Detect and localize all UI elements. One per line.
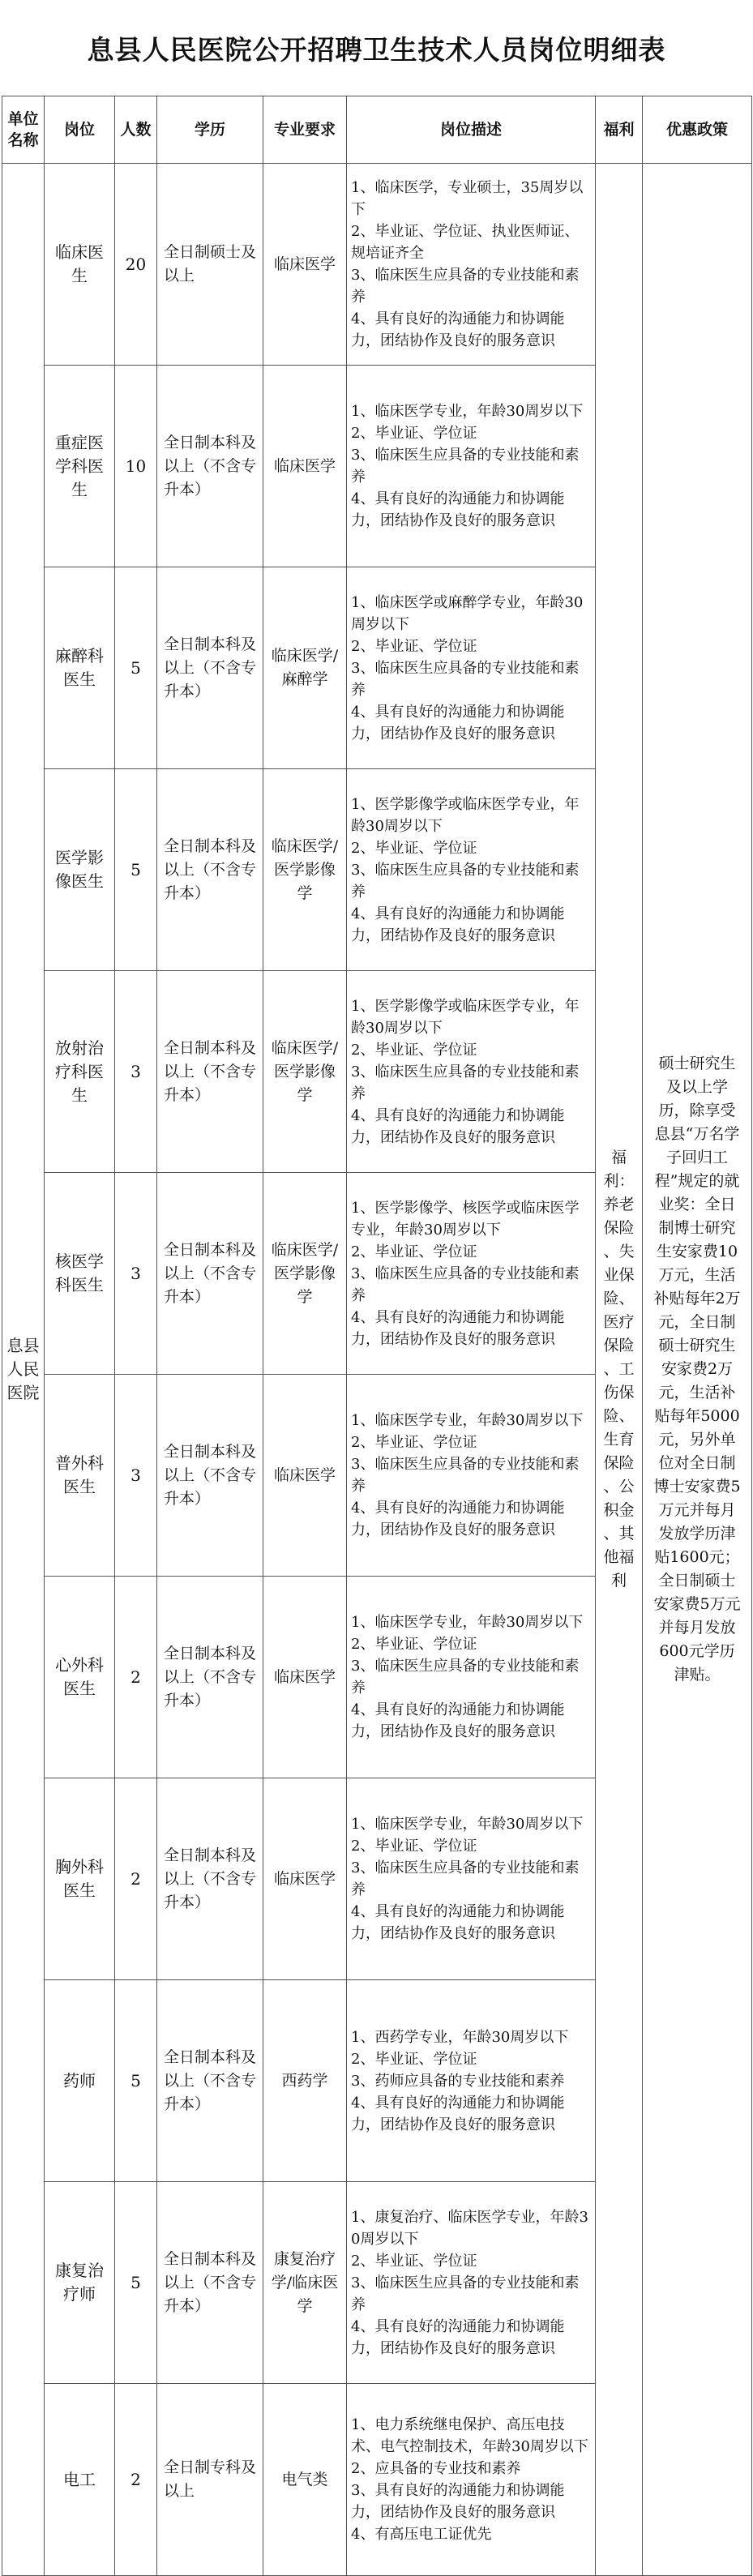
description-line: 4、具有良好的沟通能力和协调能力，团结协作及良好的服务意识 bbox=[351, 2317, 565, 2357]
education-cell: 全日制本科及以上（不含专升本） bbox=[157, 1980, 263, 2182]
description-line: 2、毕业证、学位证 bbox=[351, 1434, 477, 1451]
description-line: 1、临床医学专业，年龄30周岁以下 bbox=[351, 403, 584, 420]
major-cell: 临床医学 bbox=[263, 1375, 347, 1577]
description-line: 1、医学影像学或临床医学专业，年龄30周岁以下 bbox=[351, 997, 580, 1037]
description-line: 2、毕业证、学位证 bbox=[351, 1838, 477, 1855]
header-position: 岗位 bbox=[45, 96, 115, 164]
description-line: 1、康复治疗、临床医学专业，年龄30周岁以下 bbox=[351, 2208, 588, 2248]
header-description: 岗位描述 bbox=[347, 96, 596, 164]
description-line: 3、临床医生应具备的专业技能和素养 bbox=[351, 267, 580, 306]
major-cell: 临床医学/医学影像学 bbox=[263, 971, 347, 1173]
headcount-cell: 2 bbox=[115, 1577, 157, 1778]
description-line: 2、毕业证、学位证 bbox=[351, 839, 477, 857]
education-cell: 全日制本科及以上（不含专升本） bbox=[157, 769, 263, 971]
description-cell bbox=[347, 164, 596, 366]
position-name-cell: 药师 bbox=[45, 1980, 115, 2182]
headcount-cell: 3 bbox=[115, 1375, 157, 1577]
description-cell bbox=[347, 1778, 596, 1980]
description-line: 4、具有良好的沟通能力和协调能力，团结协作及良好的服务意识 bbox=[351, 1500, 565, 1538]
major-cell: 临床医学 bbox=[263, 1778, 347, 1980]
education-cell: 全日制本科及以上（不含专升本） bbox=[157, 1375, 263, 1577]
description-line: 4、具有良好的沟通能力和协调能力，团结协作及良好的服务意识 bbox=[351, 1308, 565, 1348]
description-line: 4、具有良好的沟通能力和协调能力，团结协作及良好的服务意识 bbox=[351, 1106, 565, 1146]
description-line: 4、具有良好的沟通能力和协调能力，团结协作及良好的服务意识 bbox=[351, 703, 565, 742]
description-line: 2、毕业证、学位证 bbox=[351, 637, 477, 655]
position-name-cell: 心外科 医生 bbox=[45, 1577, 115, 1778]
headcount-cell: 2 bbox=[115, 1778, 157, 1980]
description-line: 3、临床医生应具备的专业技能和素养 bbox=[351, 861, 580, 901]
position-name-cell: 核医学 科医生 bbox=[45, 1173, 115, 1375]
description-line: 3、临床医生应具备的专业技能和素养 bbox=[351, 1456, 580, 1495]
education-cell: 全日制本科及以上（不含专升本） bbox=[157, 1173, 263, 1375]
position-name-cell: 普外科 医生 bbox=[45, 1375, 115, 1577]
education-cell: 全日制专科及以上 bbox=[157, 2384, 263, 2576]
position-name-cell: 重症医 学科医 生 bbox=[45, 366, 115, 567]
position-name-cell: 电工 bbox=[45, 2384, 115, 2576]
description-line: 4、具有良好的沟通能力和协调能力，团结协作及良好的服务意识 bbox=[351, 310, 565, 349]
description-line: 3、临床医生应具备的专业技能和素养 bbox=[351, 447, 580, 486]
description-line: 2、毕业证、学位证 bbox=[351, 1041, 477, 1059]
position-name-cell: 麻醉科 医生 bbox=[45, 567, 115, 769]
description-line: 4、具有良好的沟通能力和协调能力，团结协作及良好的服务意识 bbox=[351, 1903, 565, 1942]
description-line: 4、具有良好的沟通能力和协调能力，团结协作及良好的服务意识 bbox=[351, 2094, 565, 2133]
description-cell bbox=[347, 2384, 596, 2576]
major-cell: 西药学 bbox=[263, 1980, 347, 2182]
header-education: 学历 bbox=[157, 96, 263, 164]
headcount-cell: 3 bbox=[115, 1173, 157, 1375]
major-cell: 临床医学/麻醉学 bbox=[263, 567, 347, 769]
headcount-cell: 3 bbox=[115, 971, 157, 1173]
description-cell bbox=[347, 366, 596, 567]
position-name-cell: 康复治 疗师 bbox=[45, 2182, 115, 2384]
headcount-cell: 20 bbox=[115, 164, 157, 366]
description-cell bbox=[347, 971, 596, 1173]
position-name-cell: 放射治 疗科医 生 bbox=[45, 971, 115, 1173]
headcount-cell: 5 bbox=[115, 567, 157, 769]
description-cell bbox=[347, 769, 596, 971]
education-cell: 全日制本科及以上（不含专升本） bbox=[157, 1778, 263, 1980]
major-cell: 电气类 bbox=[263, 2384, 347, 2576]
description-line: 3、临床医生应具备的专业技能和素养 bbox=[351, 659, 580, 699]
description-line: 2、毕业证、学位证 bbox=[351, 2252, 477, 2270]
description-line: 3、具有良好的沟通能力和协调能力，团结协作及良好的服务意识 bbox=[351, 2482, 565, 2521]
welfare-cell: 福 利： 养老 保险 、失 业保 险、 医疗 保险 、工 伤保 险、 生育 保险 、公 积金 、其 他福 利 bbox=[596, 164, 643, 2576]
education-cell: 全日制本科及以上（不含专升本） bbox=[157, 2182, 263, 2384]
header-count: 人数 bbox=[115, 96, 157, 164]
header-major: 专业要求 bbox=[263, 96, 347, 164]
description-cell bbox=[347, 567, 596, 769]
education-cell: 全日制本科及以上（不含专升本） bbox=[157, 1577, 263, 1778]
headcount-cell: 10 bbox=[115, 366, 157, 567]
description-line: 1、临床医学，专业硕士，35周岁以下 bbox=[351, 179, 584, 218]
header-policy: 优惠政策 bbox=[643, 96, 752, 164]
description-cell bbox=[347, 1980, 596, 2182]
position-name-cell: 胸外科 医生 bbox=[45, 1778, 115, 1980]
description-line: 1、临床医学或麻醉学专业，年龄30周岁以下 bbox=[351, 593, 584, 633]
major-cell: 康复治疗学/临床医学 bbox=[263, 2182, 347, 2384]
description-line: 4、具有良好的沟通能力和协调能力，团结协作及良好的服务意识 bbox=[351, 905, 565, 944]
description-line: 1、医学影像学、核医学或临床医学专业，年龄30周岁以下 bbox=[351, 1199, 580, 1239]
header-welfare: 福利 bbox=[596, 96, 643, 164]
description-cell bbox=[347, 2182, 596, 2384]
description-line: 3、临床医生应具备的专业技能和素养 bbox=[351, 1264, 580, 1304]
headcount-cell: 5 bbox=[115, 769, 157, 971]
table-row bbox=[2, 164, 752, 366]
description-line: 3、临床医生应具备的专业技能和素养 bbox=[351, 2274, 580, 2313]
description-line: 2、毕业证、学位证 bbox=[351, 425, 477, 442]
description-line: 1、西药学专业，年龄30周岁以下 bbox=[351, 2028, 569, 2046]
header-unit: 单位 名称 bbox=[2, 96, 45, 164]
description-line: 4、有高压电工证优先 bbox=[351, 2526, 492, 2543]
description-line: 3、药师应具备的专业技能和素养 bbox=[351, 2072, 565, 2090]
position-name-cell: 医学影 像医生 bbox=[45, 769, 115, 971]
description-line: 1、临床医学专业，年龄30周岁以下 bbox=[351, 1816, 584, 1833]
description-line: 2、应具备的专业技和素养 bbox=[351, 2460, 521, 2477]
position-name-cell: 临床医 生 bbox=[45, 164, 115, 366]
description-line: 1、医学影像学或临床医学专业，年龄30周岁以下 bbox=[351, 795, 580, 835]
headcount-cell: 2 bbox=[115, 2384, 157, 2576]
description-cell bbox=[347, 1173, 596, 1375]
description-cell bbox=[347, 1375, 596, 1577]
table-body bbox=[2, 164, 752, 2576]
recruitment-table bbox=[2, 96, 752, 2576]
description-line: 1、临床医学专业，年龄30周岁以下 bbox=[351, 1412, 584, 1429]
major-cell: 临床医学/医学影像学 bbox=[263, 1173, 347, 1375]
description-line: 4、具有良好的沟通能力和协调能力，团结协作及良好的服务意识 bbox=[351, 490, 565, 529]
description-line: 2、毕业证、学位证 bbox=[351, 2050, 477, 2068]
unit-name-cell: 息县 人民 医院 bbox=[2, 164, 45, 2576]
description-line: 3、临床医生应具备的专业技能和素养 bbox=[351, 1063, 580, 1102]
page-title: 息县人民医院公开招聘卫生技术人员岗位明细表 bbox=[87, 33, 666, 66]
education-cell: 全日制硕士及以上 bbox=[157, 164, 263, 366]
policy-cell: 硕士研究生及以上学历，除享受息县“万名学子回归工程”规定的就业奖：全日制博士研究生安家费10万元，生活补贴每年2万元，全日制硕士研究生安家费2万元，生活补贴每年5000元，另外单位对全日制博士安家费5万元并每月发放学历津贴1600元；全日制硕士安家费5万元并每月发放600元学历津贴。 bbox=[643, 164, 752, 2576]
major-cell: 临床医学 bbox=[263, 164, 347, 366]
description-line: 2、毕业证、学位证 bbox=[351, 1243, 477, 1260]
description-line: 2、毕业证、学位证、执业医师证、规培证齐全 bbox=[351, 223, 580, 262]
headcount-cell: 5 bbox=[115, 2182, 157, 2384]
description-line: 2、毕业证、学位证 bbox=[351, 1636, 477, 1653]
description-line: 3、临床医生应具备的专业技能和素养 bbox=[351, 1859, 580, 1898]
description-line: 1、临床医学专业，年龄30周岁以下 bbox=[351, 1614, 584, 1631]
education-cell: 全日制本科及以上（不含专升本） bbox=[157, 366, 263, 567]
headcount-cell: 5 bbox=[115, 1980, 157, 2182]
description-line: 1、电力系统继电保护、高压电技术、电气控制技术，年龄30周岁以下 bbox=[351, 2416, 588, 2455]
education-cell: 全日制本科及以上（不含专升本） bbox=[157, 971, 263, 1173]
major-cell: 临床医学 bbox=[263, 1577, 347, 1778]
description-line: 3、临床医生应具备的专业技能和素养 bbox=[351, 1658, 580, 1697]
major-cell: 临床医学/医学影像学 bbox=[263, 769, 347, 971]
table-header-row bbox=[2, 96, 752, 164]
major-cell: 临床医学 bbox=[263, 366, 347, 567]
description-line: 4、具有良好的沟通能力和协调能力，团结协作及良好的服务意识 bbox=[351, 1701, 565, 1740]
education-cell: 全日制本科及以上（不含专升本） bbox=[157, 567, 263, 769]
description-cell bbox=[347, 1577, 596, 1778]
